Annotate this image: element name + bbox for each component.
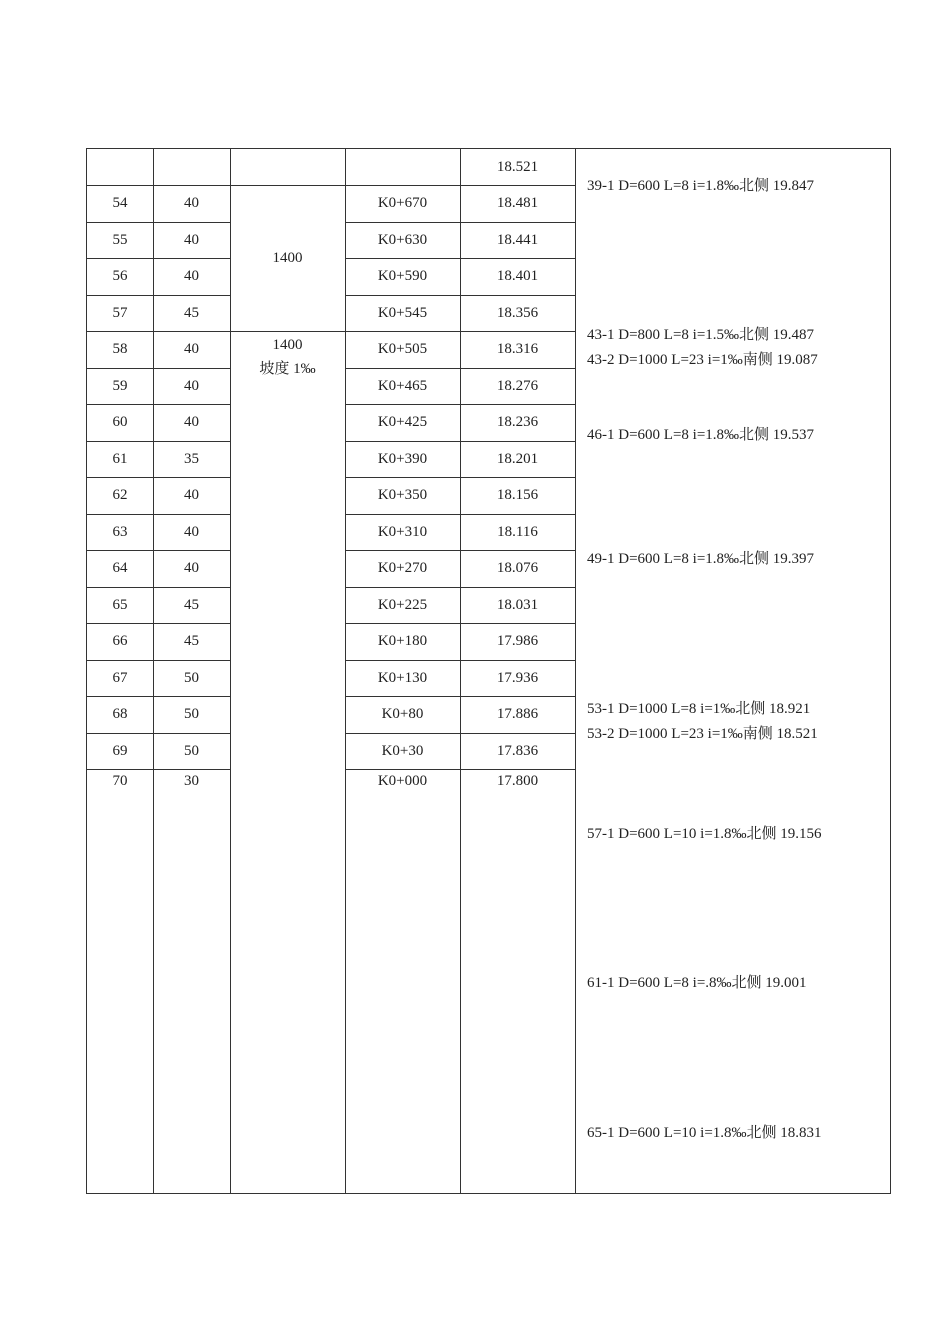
row-elevation: 18.276: [496, 377, 539, 394]
note-39-1: 39-1 D=600 L=8 i=1.8‰北侧 19.847: [587, 178, 815, 194]
row-length: 40: [184, 341, 199, 357]
row-length: 40: [184, 377, 199, 394]
row-divider: [345, 331, 575, 332]
row-divider: [87, 769, 230, 770]
pipe-table: [86, 148, 891, 1194]
row-number: 62: [112, 487, 128, 503]
pipe-group-2: [230, 333, 345, 381]
row-divider: [345, 441, 575, 442]
note-65-1: 65-1 D=600 L=10 i=1.8‰北侧 18.831: [587, 1125, 822, 1141]
row-station: K0+180: [377, 633, 428, 649]
row-station: K0+30: [381, 742, 424, 759]
row-elevation: 18.356: [496, 304, 539, 321]
row-length: 40: [184, 231, 199, 248]
row-number: 61: [112, 450, 128, 467]
row-number: 65: [112, 596, 128, 613]
row-station: K0+350: [377, 487, 428, 503]
row-divider: [345, 769, 575, 770]
row-divider: [87, 550, 230, 551]
row-station: K0+130: [377, 669, 428, 686]
row-divider: [87, 222, 230, 223]
row-divider: [345, 587, 575, 588]
row-divider: [87, 185, 230, 186]
row-length: 30: [184, 773, 199, 789]
row-divider: [345, 733, 575, 734]
row-number: 57: [112, 304, 128, 321]
row-elevation: 18.316: [496, 341, 539, 357]
row-divider: [345, 623, 575, 624]
row-divider: [87, 441, 230, 442]
row-number: 54: [112, 195, 128, 211]
note-46-1: 46-1 D=600 L=8 i=1.8‰北侧 19.537: [587, 427, 815, 443]
row-divider: [345, 368, 575, 369]
row-number: 70: [112, 773, 128, 789]
row-elevation: 18.031: [496, 596, 539, 613]
row-elevation: 18.401: [496, 268, 539, 284]
row-length: 40: [184, 560, 199, 576]
row-length: 40: [184, 487, 199, 503]
row-station: K0+545: [377, 304, 428, 321]
row-station: K0+310: [377, 523, 428, 540]
note-43-1: 43-1 D=800 L=8 i=1.5‰北侧 19.487: [587, 327, 815, 343]
row-divider: [87, 733, 230, 734]
row-length: 50: [184, 742, 199, 759]
row-elevation: 18.116: [497, 523, 538, 540]
row-divider: [230, 331, 345, 332]
pipe-group-2-grade: 坡度 1‰: [259, 361, 316, 377]
row-length: 45: [184, 304, 199, 321]
row-divider: [87, 660, 230, 661]
row-divider: [87, 404, 230, 405]
pipe-group-1-size: 1400: [272, 250, 303, 266]
row-length: 45: [184, 633, 199, 649]
row-station: K0+225: [377, 596, 428, 613]
row-station: K0+000: [377, 773, 428, 789]
row-elevation: 17.936: [496, 669, 539, 686]
row-divider: [345, 660, 575, 661]
row-station: K0+270: [377, 560, 428, 576]
row-divider: [87, 696, 230, 697]
note-49-1: 49-1 D=600 L=8 i=1.8‰北侧 19.397: [587, 551, 815, 567]
row-divider: [345, 550, 575, 551]
row-length: 45: [184, 596, 199, 613]
note-53-1: 53-1 D=1000 L=8 i=1‰北侧 18.921: [587, 701, 811, 717]
row-number: 67: [112, 669, 128, 686]
row-elevation: 17.836: [496, 742, 539, 759]
note-57-1: 57-1 D=600 L=10 i=1.8‰北侧 19.156: [587, 826, 822, 842]
row-divider: [87, 587, 230, 588]
row-divider: [345, 477, 575, 478]
col-divider: [230, 149, 231, 1193]
row-number: 60: [112, 414, 128, 430]
row-station: K0+465: [377, 377, 428, 394]
row-divider: [230, 185, 345, 186]
row-station: K0+390: [377, 450, 428, 467]
row-divider: [345, 295, 575, 296]
row-station: K0+80: [381, 706, 424, 722]
row-station: K0+630: [377, 231, 428, 248]
row-elevation: 17.986: [496, 633, 539, 649]
row-divider: [345, 514, 575, 515]
pipe-group-1: [230, 246, 345, 270]
row-station: K0+425: [377, 414, 428, 430]
row-divider: [345, 222, 575, 223]
row-number: 56: [112, 268, 128, 284]
row-number: 55: [112, 231, 128, 248]
row-elevation: 18.236: [496, 414, 539, 430]
row-divider: [345, 258, 575, 259]
col-divider: [575, 149, 576, 1193]
row-number: 59: [112, 377, 128, 394]
row-divider: [87, 368, 230, 369]
row-divider: [345, 404, 575, 405]
note-61-1: 61-1 D=600 L=8 i=.8‰北侧 19.001: [587, 975, 807, 991]
row-length: 40: [184, 523, 199, 540]
row-number: 63: [112, 523, 128, 540]
first-row-elevation: 18.521: [496, 159, 539, 175]
row-divider: [87, 331, 230, 332]
row-elevation: 17.886: [496, 706, 539, 722]
row-elevation: 18.156: [496, 487, 539, 503]
row-number: 69: [112, 742, 128, 759]
row-number: 58: [112, 341, 128, 357]
row-elevation: 18.481: [496, 195, 539, 211]
row-elevation: 17.800: [496, 773, 539, 789]
row-divider: [87, 514, 230, 515]
row-divider: [87, 295, 230, 296]
note-53-2: 53-2 D=1000 L=23 i=1‰南侧 18.521: [587, 726, 818, 742]
row-length: 50: [184, 669, 199, 686]
row-number: 64: [112, 560, 128, 576]
row-divider: [345, 185, 575, 186]
row-length: 35: [184, 450, 199, 467]
row-divider: [87, 623, 230, 624]
row-elevation: 18.201: [496, 450, 539, 467]
note-43-2: 43-2 D=1000 L=23 i=1‰南侧 19.087: [587, 352, 818, 368]
pipe-group-2-size: 1400: [272, 337, 303, 353]
row-station: K0+590: [377, 268, 428, 284]
row-length: 50: [184, 706, 199, 722]
row-number: 66: [112, 633, 128, 649]
row-number: 68: [112, 706, 128, 722]
row-station: K0+670: [377, 195, 428, 211]
row-length: 40: [184, 195, 199, 211]
row-length: 40: [184, 414, 199, 430]
row-station: K0+505: [377, 341, 428, 357]
row-divider: [345, 696, 575, 697]
row-divider: [87, 258, 230, 259]
row-length: 40: [184, 268, 199, 284]
row-elevation: 18.441: [496, 231, 539, 248]
row-elevation: 18.076: [496, 560, 539, 576]
row-divider: [87, 477, 230, 478]
